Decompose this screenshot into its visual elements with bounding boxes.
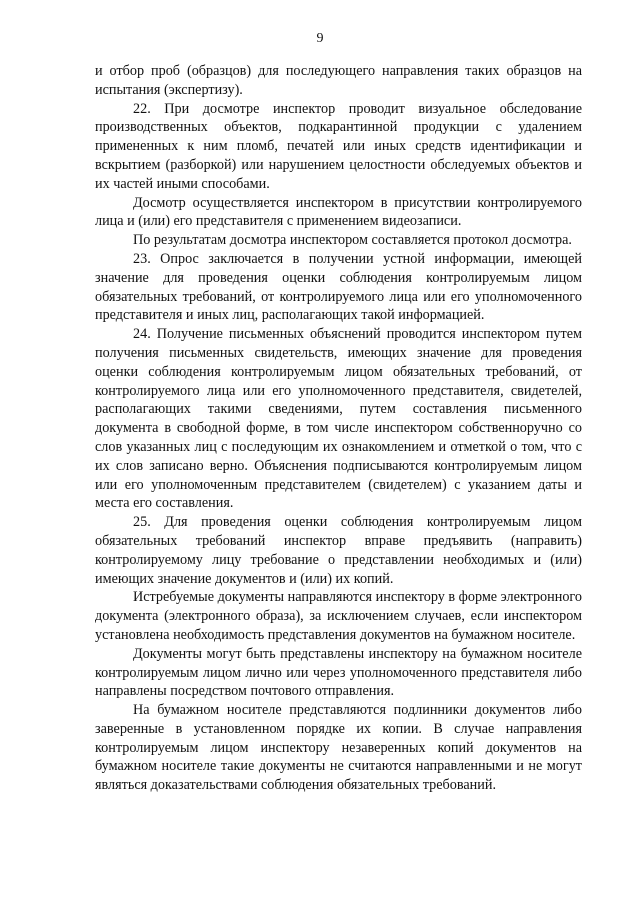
paragraph-22: 22. При досмотре инспектор проводит визуальное обследование производственных объектов, подкарантинной продукции с удалением примененных к ним пломб, печатей или иных средств идентификации и вскрытием (разборкой) или нарушением целостности обследуемых объектов и их частей иными способами. bbox=[95, 100, 582, 192]
page-number: 9 bbox=[316, 31, 324, 46]
paragraph-requested-documents: Истребуемые документы направляются инспектору в форме электронного документа (электронного образа), за исключением случаев, если инспектором установлена необходимость представления документов на бумажном носителе. bbox=[95, 589, 582, 643]
paragraph-inspection-presence: Досмотр осуществляется инспектором в присутствии контролируемого лица и (или) его представителя с применением видеозаписи. bbox=[95, 194, 582, 230]
paragraph-document-submission: Документы могут быть представлены инспектору на бумажном носителе контролируемым лицом лично или через уполномоченного представителя либо направлены посредством почтового отправления. bbox=[95, 645, 582, 700]
paragraph-25: 25. Для проведения оценки соблюдения контролируемым лицом обязательных требований инспектор вправе предъявить (направить) контролируемому лицу требование о представлении необходимых и (или) имеющих значение документов и (или) их копий. bbox=[95, 514, 582, 587]
paragraph-inspection-protocol: По результатам досмотра инспектором составляется протокол досмотра. bbox=[133, 232, 572, 249]
paragraph-continuation: и отбор проб (образцов) для последующего направления таких образцов на испытания (экспертизу). bbox=[95, 63, 582, 98]
paragraph-24: 24. Получение письменных объяснений проводится инспектором путем получения письменных свидетельств, имеющих значение для проведения оценки соблюдения контролируемым лицом обязательных требований, от контролируемого лица или его уполномоченного представителя, свидетелей, располагающих такими сведениями, путем составления письменного документа в свободной форме, в том числе инспектором собственноручно со слов указанных лиц с последующим их ознакомлением и отметкой о том, что с их слов записано верно. Объяснения подписываются контролируемым лицом или его уполномоченным представителем (свидетелем) с указанием даты и места его составления. bbox=[95, 326, 582, 512]
paragraph-23: 23. Опрос заключается в получении устной информации, имеющей значение для проведения оценки соблюдения контролируемым лицом обязательных требований, от контролируемого лица или его уполномоченного представителя и иных лиц, располагающих такой информацией. bbox=[95, 250, 582, 324]
paragraph-paper-originals: На бумажном носителе представляются подлинники документов либо заверенные в установленном порядке их копии. В случае направления контролируемым лицом инспектору незаверенных копий документов на бумажном носителе такие документы не считаются направленными и не могут являться доказательствами соблюдения обязательных требований. bbox=[95, 702, 582, 794]
document-body bbox=[95, 62, 582, 795]
